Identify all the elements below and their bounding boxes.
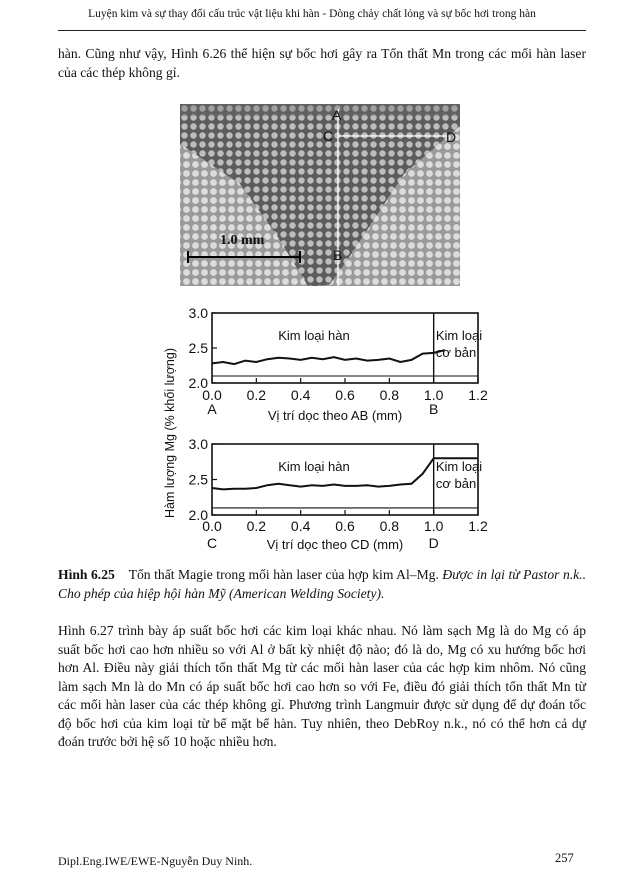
chart-ab: [189, 305, 488, 423]
micrograph-label-b: B: [333, 247, 343, 263]
end-point-label: B: [428, 401, 439, 417]
y-tick-label: 3.0: [188, 305, 208, 321]
scale-bar-label: 1.0 mm: [220, 233, 265, 248]
x-tick-label: 0.2: [246, 387, 267, 403]
x-tick-label: 0.0: [202, 387, 222, 403]
page-number: 257: [555, 851, 574, 865]
y-tick-label: 2.0: [188, 507, 208, 523]
x-axis-label: Vị trí dọc theo AB (mm): [267, 408, 403, 423]
y-tick-label: 3.0: [188, 436, 208, 452]
chart-cd: [189, 436, 488, 552]
x-tick-label: 1.2: [468, 518, 488, 534]
body-paragraph: Hình 6.27 trình bày áp suất bốc hơi các kim loại khác nhau. Nó làm sạch Mg là do Mg có áp suất bốc hơi cao hơn nhiều so với Al ở bất kỳ nhiệt độ nào; đó là do, Mg có xu hướng bốc hơi hơn Al. Điều này giải thích tổn thất Mg từ các mối hàn laser của các hợp kim nhôm. Nó cũng làm sạch Mn là do Mn có áp suất bốc hơi cao hơn so với Fe, điều đó giải thích tổn thất Mn từ các mối hàn laser của các thép không gỉ. Phương trình Langmuir được sử dụng để dự đoán tốc độ bốc hơi của kim loại từ bể mặt bể hàn. Tuy nhiên, theo DebRoy n.k., nó có thể hơn cả dự đoán trước bởi hệ số 10 hoặc nhiều hơn.: [58, 623, 586, 749]
weld-micrograph: [180, 104, 460, 286]
base-metal-label-line2: cơ bản: [435, 476, 477, 491]
y-tick-label: 2.5: [188, 340, 208, 356]
base-metal-label-line1: Kim loại: [435, 328, 483, 343]
end-point-label: D: [428, 535, 439, 551]
y-tick-label: 2.5: [188, 471, 208, 488]
intro-paragraph: hàn. Cũng như vậy, Hình 6.26 thể hiện sự bốc hơi gây ra Tổn thất Mn trong các mối hàn laser của các thép không gỉ.: [58, 46, 586, 80]
x-tick-label: 0.6: [335, 387, 355, 403]
caption-source: Được in lại từ Pastor n.k.. Cho phép của hiệp hội hàn Mỹ (American Welding Society).: [58, 567, 586, 601]
x-tick-label: 1.0: [423, 387, 444, 403]
y-axis-label: Hàm lượng Mg (% khối lượng): [163, 348, 177, 518]
footer-author: Dipl.Eng.IWE/EWE-Nguyễn Duy Ninh.: [58, 854, 253, 868]
y-tick-label: 2.0: [188, 375, 208, 391]
caption-text: Tổn thất Magie trong mối hàn laser của hợp kim Al–Mg.: [128, 567, 439, 582]
x-tick-label: 1.0: [423, 518, 444, 534]
x-tick-label: 0.4: [290, 387, 311, 403]
x-tick-label: 0.6: [335, 518, 355, 534]
mg-content-charts: [152, 303, 488, 559]
weld-metal-label: Kim loại hàn: [278, 459, 350, 474]
weld-metal-label: Kim loại hàn: [278, 328, 350, 343]
header-rule: [58, 30, 586, 31]
x-tick-label: 0.2: [246, 518, 267, 534]
running-header: Luyện kim và sự thay đổi cấu trúc vật liệu khi hàn - Dòng chảy chất lỏng và sự bốc hơi trong hàn: [88, 8, 536, 20]
micrograph-label-a: A: [332, 107, 342, 123]
micrograph-label-d: D: [446, 129, 457, 145]
x-tick-label: 1.2: [468, 387, 488, 403]
mg-content-series: [212, 350, 445, 364]
caption-label: Hình 6.25: [58, 567, 115, 582]
x-tick-label: 0.4: [290, 518, 311, 534]
base-metal-label-line2: cơ bản: [435, 345, 477, 360]
start-point-label: A: [207, 401, 217, 417]
x-axis-label: Vị trí dọc theo CD (mm): [266, 537, 404, 552]
x-tick-label: 0.8: [379, 518, 400, 534]
start-point-label: C: [206, 535, 218, 551]
x-tick-label: 0.8: [379, 387, 400, 403]
x-tick-label: 0.0: [202, 518, 222, 534]
base-metal-label-line1: Kim loại: [435, 459, 483, 474]
figure-caption: [58, 566, 586, 603]
micrograph-label-c: C: [323, 128, 334, 144]
